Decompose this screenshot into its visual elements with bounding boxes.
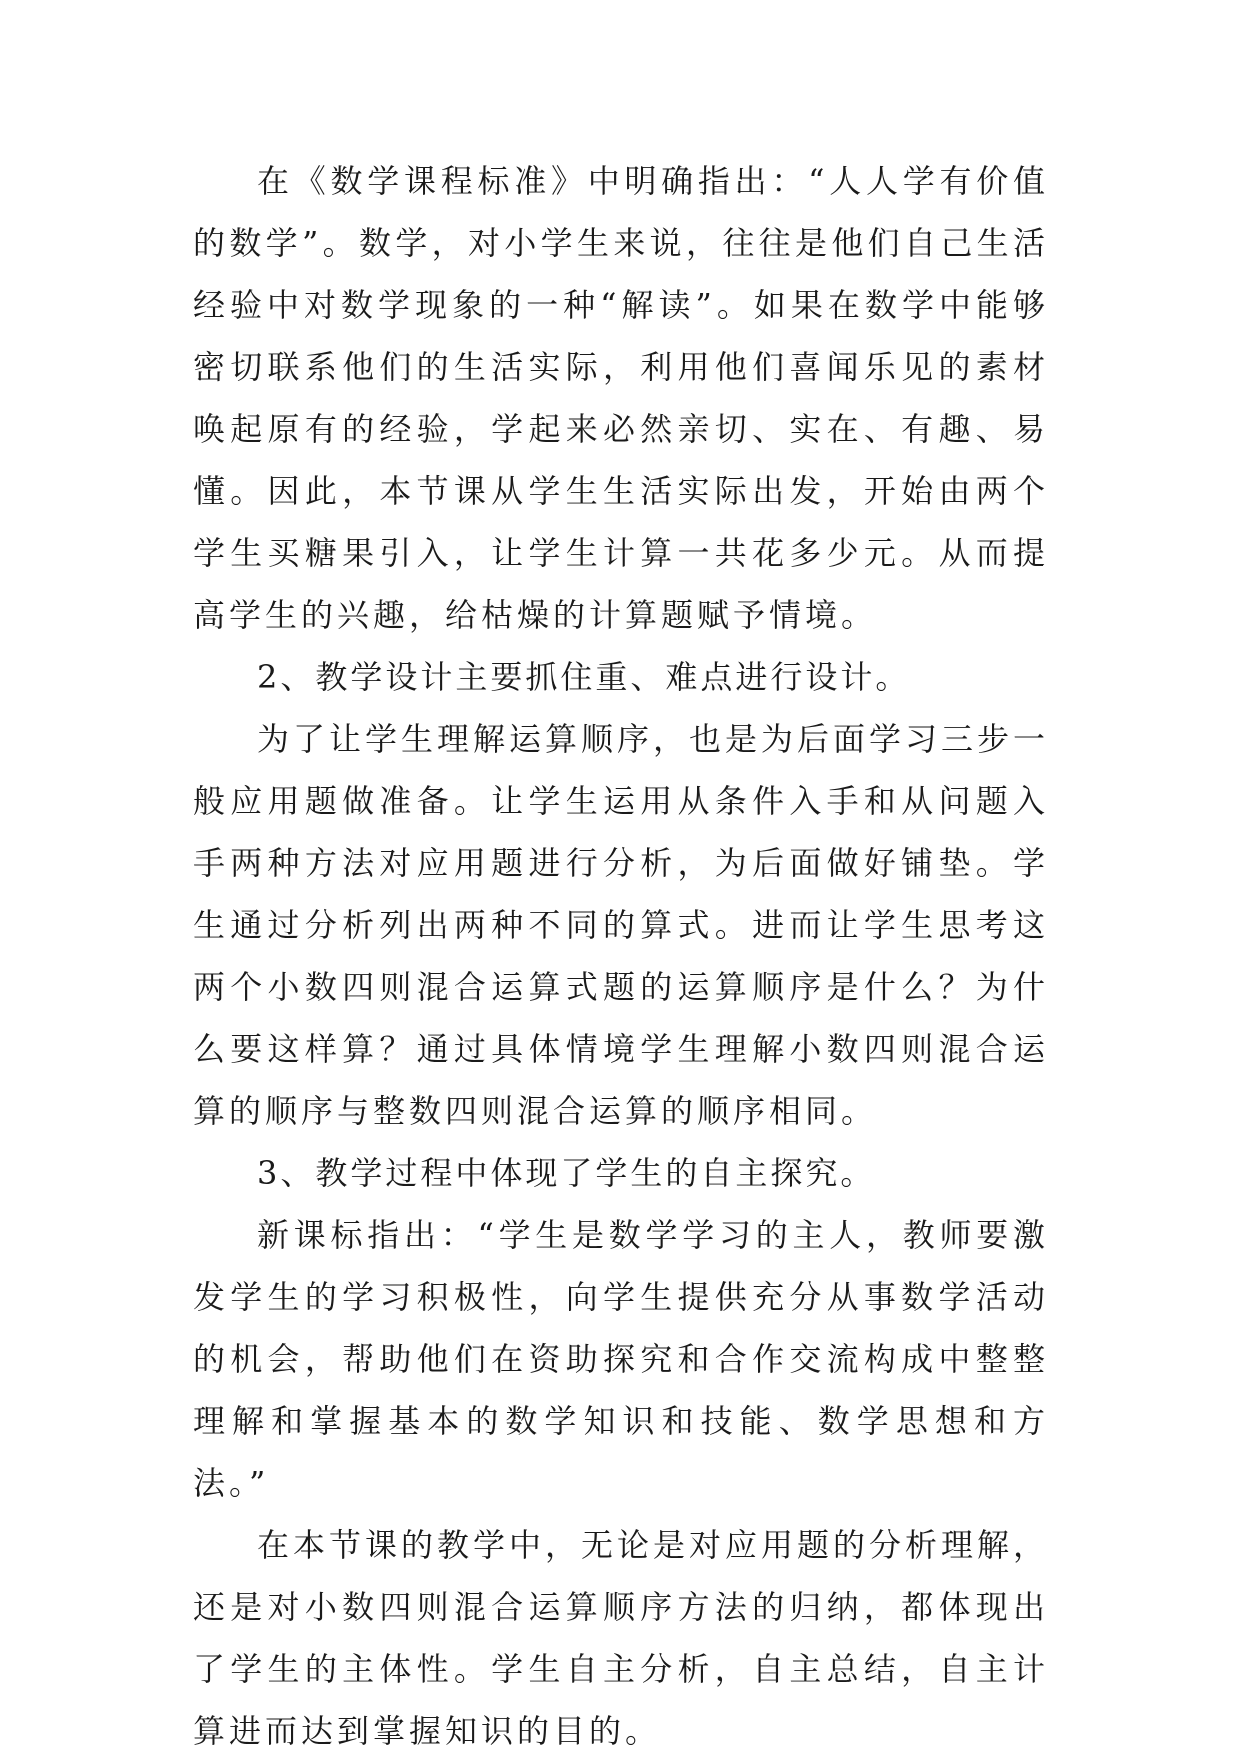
section-heading-2: 2、教学设计主要抓住重、难点进行设计。 — [257, 658, 911, 696]
paragraph-curriculum-standard: 在《数学课程标准》中明确指出：“人人学有价值的数学”。数学，对小学生来说，往往是他们自己生活经验中对数学现象的一种“解读”。如果在数学中能够密切联系他们的生活实际，利用他们喜闻乐见的素材唤起原有的经验，学起来必然亲切、实在、有趣、易懂。因此，本节课从学生生活实际出发，开始由两个学生买糖果引入，让学生计算一共花多少元。从而提高学生的兴趣，给枯燥的计算题赋予情境。 — [193, 162, 1049, 634]
section-heading-3: 3、教学过程中体现了学生的自主探究。 — [257, 1154, 876, 1192]
paragraph-new-curriculum-quote: 新课标指出：“学生是数学学习的主人，教师要激发学生的学习积极性，向学生提供充分从事数学活动的机会，帮助他们在资助探究和合作交流构成中整整理解和掌握基本的数学知识和技能、数学思想和方法。” — [193, 1216, 1049, 1502]
paragraph-student-autonomy: 在本节课的教学中，无论是对应用题的分析理解，还是对小数四则混合运算顺序方法的归纳，都体现出了学生的主体性。学生自主分析，自主总结，自主计算进而达到掌握知识的目的。 — [193, 1526, 1050, 1750]
paragraph-operation-order: 为了让学生理解运算顺序，也是为后面学习三步一般应用题做准备。让学生运用从条件入手和从问题入手两种方法对应用题进行分析，为后面做好铺垫。学生通过分析列出两种不同的算式。进而让学生思考这两个小数四则混合运算式题的运算顺序是什么？为什么要这样算？通过具体情境学生理解小数四则混合运算的顺序与整数四则混合运算的顺序相同。 — [193, 720, 1050, 1130]
document-body — [193, 150, 1049, 1762]
